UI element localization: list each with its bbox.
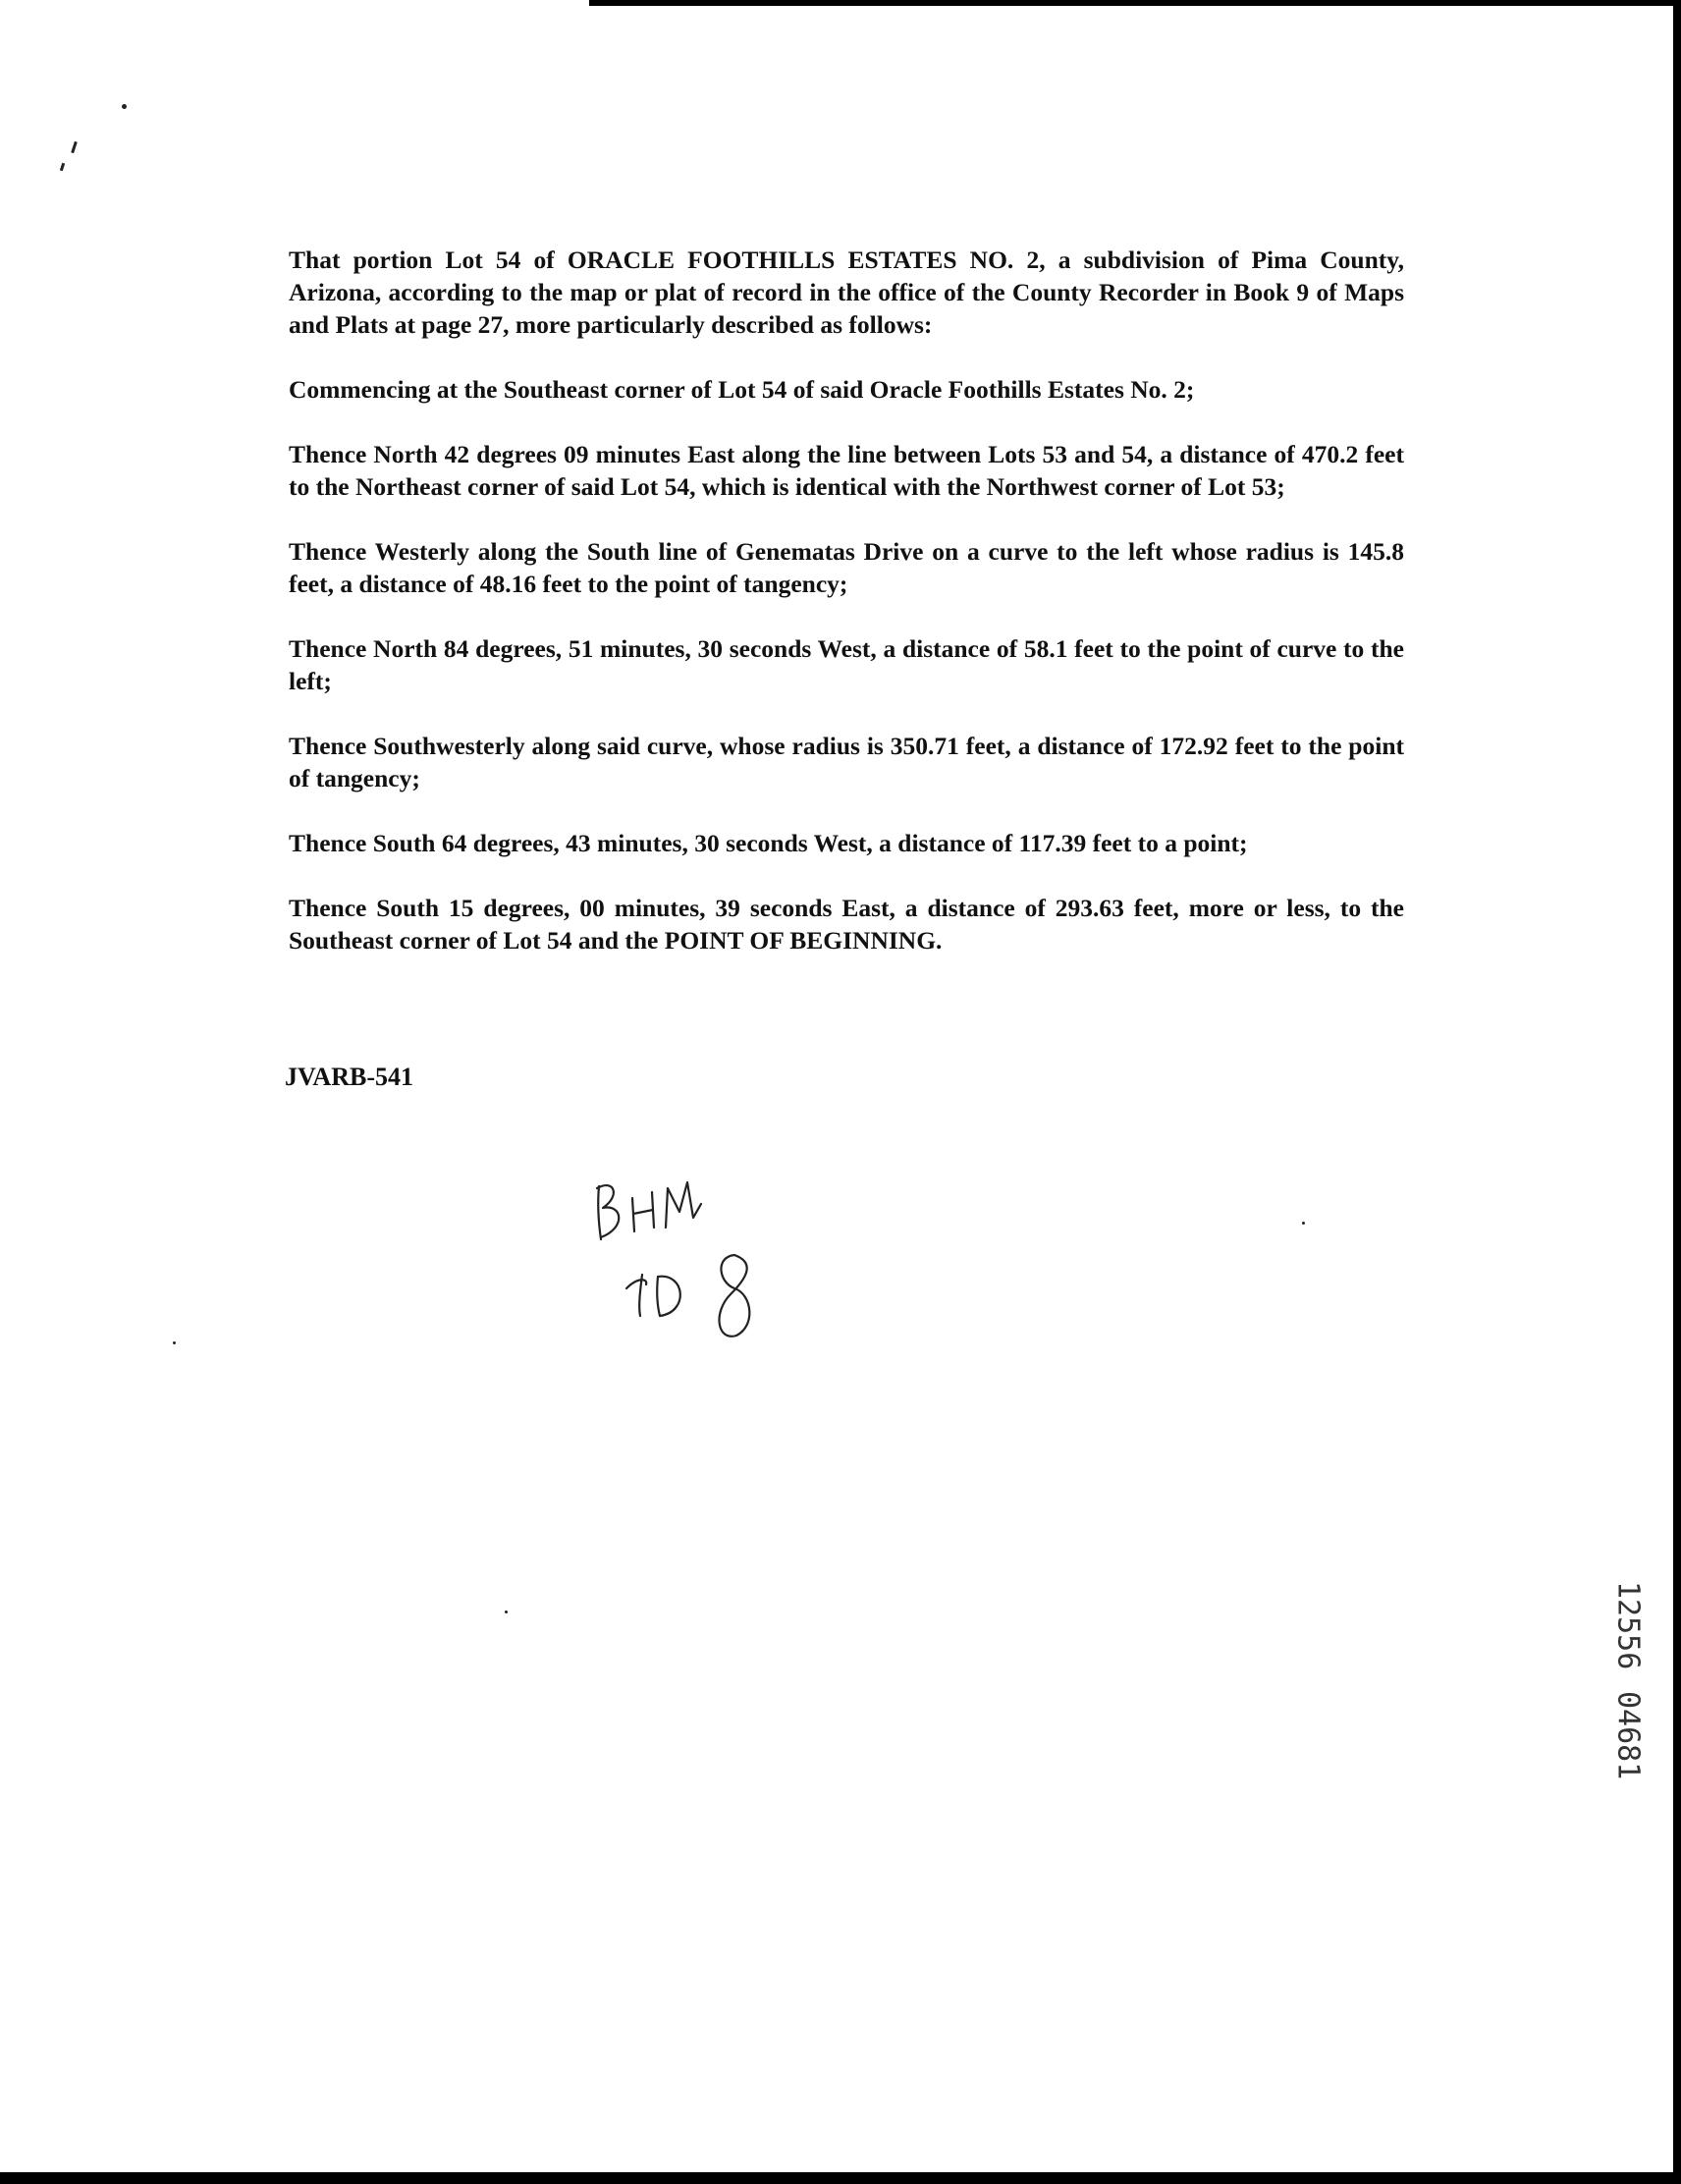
scan-edge-right: [1673, 0, 1681, 2184]
paragraph: That portion Lot 54 of ORACLE FOOTHILLS ESTATES NO. 2, a subdivision of Pima County, Arizona, according to the map or plat of record in the office of the County Recorder in Book 9 of Maps and Plats at page 27, more particularly described as follows:: [289, 246, 1404, 339]
scan-mark: [60, 163, 65, 172]
scan-mark: [71, 141, 78, 153]
paragraph: Thence North 84 degrees, 51 minutes, 30 seconds West, a distance of 58.1 feet to the point of curve to the left;: [289, 634, 1404, 695]
scan-edge-bottom: [0, 2172, 1681, 2184]
reference-code: JVARB-541: [285, 1063, 413, 1091]
scan-speck: [505, 1611, 508, 1613]
side-number-top: 12556: [1610, 1581, 1646, 1670]
scan-edge-top: [589, 0, 1681, 6]
paragraph: Thence Southwesterly along said curve, whose radius is 350.71 feet, a distance of 172.92 feet to the point of tangency;: [289, 732, 1404, 792]
scan-speck: [1302, 1222, 1305, 1225]
scan-speck: [122, 104, 127, 109]
scan-speck: [173, 1341, 176, 1344]
side-document-number: [1610, 1581, 1655, 1780]
legal-description: [289, 244, 1404, 989]
paragraph: Thence North 42 degrees 09 minutes East along the line between Lots 53 and 54, a distance of 470.2 feet to the Northeast corner of said Lot 54, which is identical with the Northwest corner of Lot 53;: [289, 440, 1404, 501]
paragraph: Thence South 15 degrees, 00 minutes, 39 seconds East, a distance of 293.63 feet, more or less, to the Southeast corner of Lot 54 and the POINT OF BEGINNING.: [289, 894, 1404, 955]
paragraph: Thence South 64 degrees, 43 minutes, 30 seconds West, a distance of 117.39 feet to a point;: [289, 829, 1248, 857]
handwritten-initials: [587, 1169, 803, 1365]
side-number-bottom: 04681: [1610, 1691, 1646, 1780]
paragraph: Thence Westerly along the South line of Genematas Drive on a curve to the left whose radius is 145.8 feet, a distance of 48.16 feet to the point of tangency;: [289, 537, 1404, 598]
paragraph: Commencing at the Southeast corner of Lot 54 of said Oracle Foothills Estates No. 2;: [289, 375, 1195, 404]
